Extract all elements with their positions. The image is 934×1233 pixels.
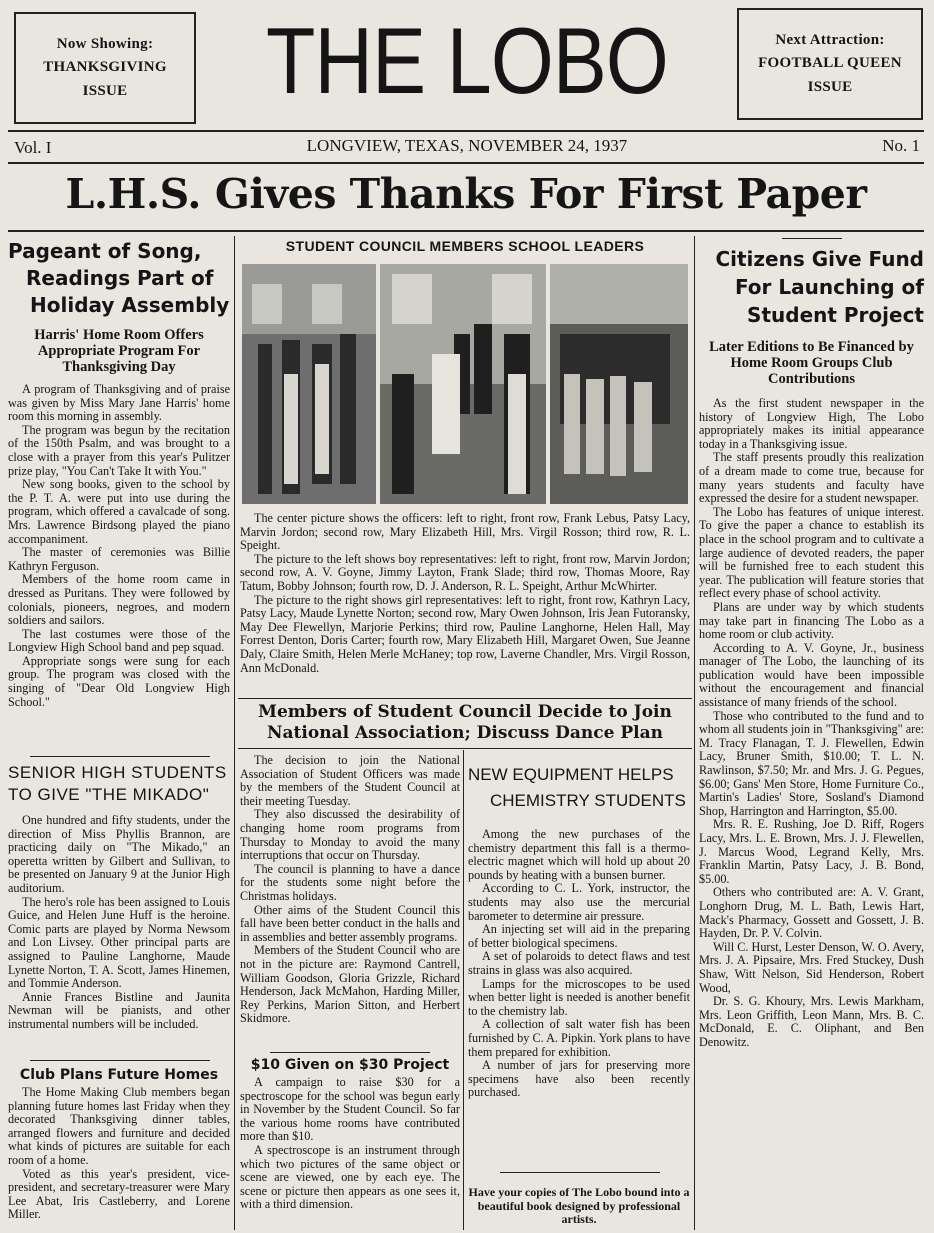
citizens-headline: [699, 245, 924, 329]
column-rule: [463, 750, 464, 1230]
paragraph: A spectroscope is an instrument through which two pictures of the same object or scene are viewed, one by each eye. The scene or picture then appears as one sees it, with a third dimension.: [240, 1142, 460, 1212]
chemistry-headline-line: CHEMISTRY STUDENTS: [490, 791, 686, 810]
citizens-headline-line: Student Project: [747, 303, 924, 327]
paragraph: They also discussed the desirability of changing home room programs from Thursday to Monday to avoid the many interruptions that occur on Thursday.: [240, 807, 460, 863]
paragraph: Members of the Student Council who are not in the picture are: Raymond Cantrell, William Goodson, Gloria Grizzle, Richard Henderson, Jack McMahon, Harding Miller, Rey Perkins, Marion Sitton, and Herbert Skidmore.: [240, 943, 460, 1026]
council-photos: [242, 264, 688, 504]
pageant-headline-line: Readings Part of: [26, 266, 214, 290]
association-body: [240, 754, 460, 1026]
paragraph: According to A. V. Goyne, Jr., business manager of The Lobo, the launching of its publication would have been impossible without the encouragement and financial assistance of many friends of the school.: [699, 640, 924, 710]
citizens-headline-line: Citizens Give Fund: [715, 247, 924, 271]
paragraph: As the first student newspaper in the history of Longview High, The Lobo appropriately makes its initial appearance today in a Thanksgiving issue.: [699, 396, 924, 451]
paragraph: The hero's role has been assigned to Louis Guice, and Helen June Huff is the heroine. Comic parts are played by Norma Newsom and Lon Livsey. Other principal parts are assigned to Pauline Langhorne, Maude Lynette Norton, T. A. Scott, James Hinemen, and Tommie Anderson.: [8, 894, 230, 991]
paragraph: A program of Thanksgiving and of praise was given by Miss Mary Jane Harris' home room this morning in assembly.: [8, 382, 230, 424]
paragraph: Among the new purchases of the chemistry department this fall is a thermo-electric magnet which will hold up about 20 pounds by heating with a bunsen burner.: [468, 827, 690, 882]
banner-rule: [8, 230, 924, 232]
paragraph: Others who contributed are: A. V. Grant, Longhorn Drug, M. L. Bath, Lewis Hart, Mack's Pharmacy, Gossett and Gossett, J. B. Hayden, Dr. P. V. Colvin.: [699, 885, 924, 941]
next-attraction-box: [737, 8, 923, 120]
paragraph: The last costumes were those of the Longview High School band and pep squad.: [8, 626, 230, 655]
mikado-body: [8, 814, 230, 1032]
council-photo-captions: [240, 512, 690, 675]
now-showing-line: ISSUE: [82, 82, 128, 99]
paragraph: New song books, given to the school by the P. T. A. were put into use during the program, which offered a cavalcade of song. Mrs. Lawrence Birdsong played the piano accompaniment.: [8, 477, 230, 546]
paragraph: The master of ceremonies was Billie Kathryn Ferguson.: [8, 545, 230, 573]
divider: [270, 1052, 430, 1053]
next-attraction-line: FOOTBALL QUEEN: [758, 55, 902, 72]
council-photo-headline: STUDENT COUNCIL MEMBERS SCHOOL LEADERS: [285, 238, 645, 254]
club-headline: Club Plans Future Homes: [19, 1067, 219, 1083]
paragraph: Other aims of the Student Council this fall have been better conduct in the halls and in assemblies and better assembly programs.: [240, 902, 460, 944]
mikado-headline: [8, 762, 230, 806]
paragraph: Plans are under way by which students may take part in financing The Lobo as a home room or club activity.: [699, 599, 924, 642]
pageant-headline-line: Holiday Assembly: [30, 293, 230, 317]
paragraph: The Home Making Club members began planning future homes last Friday when they decorated Thanksgiving dinner tables, arranged flowers and furniture and decided what kinds of pictures are suitable for each room of a home.: [8, 1085, 230, 1167]
ten-dollars-body: [240, 1076, 460, 1212]
next-attraction-line: ISSUE: [807, 78, 853, 95]
divider: [30, 1060, 210, 1061]
next-attraction-line: Next Attraction:: [775, 32, 885, 49]
bound-copies-notice: Have your copies of The Lobo bound into a beautiful book designed by professional artists.: [468, 1185, 690, 1227]
paragraph: Will C. Hurst, Lester Denson, W. O. Avery, Mrs. J. A. Pipsaire, Mrs. Fred Stuckey, Dush Shaw, Witt Nelson, Sid Henderson, Robert Wood,: [699, 939, 924, 995]
paragraph: Dr. S. G. Khoury, Mrs. Lewis Markham, Mrs. Leon Griffith, Leon Mann, Mrs. B. C. McDonald, E. C. Oliphant, and Ben Denowitz.: [699, 994, 924, 1049]
mikado-headline-line: SENIOR HIGH STUDENTS: [8, 763, 227, 782]
mikado-article: [8, 762, 230, 1032]
chemistry-headline-line: NEW EQUIPMENT HELPS: [468, 765, 674, 784]
paragraph: The decision to join the National Association of Student Officers was made by the members of the Student Council at their meeting Tuesday.: [240, 753, 460, 808]
paragraph: The council is planning to have a dance for the students some night before the Christmas holidays.: [240, 861, 460, 903]
ten-dollars-headline: $10 Given on $30 Project: [250, 1057, 450, 1073]
divider: [238, 698, 692, 699]
paragraph: A number of jars for preserving more specimens have also been recently purchased.: [468, 1058, 690, 1100]
paragraph: Mrs. R. E. Rushing, Joe D. Riff, Rogers Lacy, Mrs. L. E. Brown, Mrs. J. J. Flewellen, J. Marcus Wood, Legrand Kelly, Mrs. Franklin Martin, Patsy Lacy, J. B. Bond, $5.00.: [699, 817, 924, 886]
caption: The picture to the right shows girl representatives: left to right, front row, Kathryn Lacy, Patsy Lacy, Maude Lynette Norton; second row, Mary Owen Johnson, Iris Jean Futoransky, May Dee Flewellyn, Marjorie Perkins; third row, Pauline Langhorne, Helen Hall, May Forrest Denton, Doris Carter; fourth row, Mary Elizabeth Hill, Margaret Owen, Sue Jeanne Daly, Claire Smith, Helen Merle McHaney; top row, Laverne Chandler, Mrs. Virgil Rosson, Ann McDonald.: [240, 592, 690, 675]
paragraph: Those who contributed to the fund and to whom all students join in "Thanksgiving" are: M. Tracy Flanagan, T. J. Flewellen, Edwin Lacy, Bruner Smith, $10.00; T. L. N. Rawlinson, $7.50; Mr. and Mrs. J. G. Pegues, $6.00; Gans' Men Store, Home Furniture Co., Martin's Ladies' Store, Sosland's Diamond Shop, Harrington and Harrington, $5.00.: [699, 708, 924, 818]
pageant-subhead: Harris' Home Room Offers Appropriate Program For Thanksgiving Day: [34, 327, 204, 375]
citizens-headline-line: For Launching of: [734, 275, 924, 299]
now-showing-box: [14, 12, 196, 124]
masthead-title: THE LOBO: [266, 8, 668, 113]
association-headline-line: National Association; Discuss Dance Plan: [266, 723, 663, 743]
citizens-subhead: Later Editions to Be Financed by Home Room Groups Club Contributions: [709, 339, 914, 387]
paragraph: One hundred and fifty students, under the direction of Miss Phyllis Brannon, are practicing daily on "The Mikado," an operetta written by Gilbert and Sullivan, to be presented on January 9 at the Junior High auditorium.: [8, 813, 230, 895]
paragraph: An injecting set will aid in the preparing of better biological specimens.: [468, 922, 690, 950]
paragraph: A campaign to raise $30 for a spectroscope for the school was begun early in November by the Student Council. So far the various home rooms have contributed more than $10.: [240, 1075, 460, 1144]
volume: Vol. I: [14, 138, 52, 157]
now-showing-line: THANKSGIVING: [43, 59, 167, 76]
ten-dollars-article: [240, 1056, 460, 1212]
divider: [30, 756, 210, 757]
masthead-rule: [8, 130, 924, 132]
chemistry-headline: [468, 762, 690, 814]
paragraph: Appropriate songs were sung for each group. The program was closed with the singing of "Dear Old Longview High School.": [8, 653, 230, 709]
club-article: [8, 1066, 230, 1222]
paragraph: A set of polaroids to detect flaws and test strains in glass was also acquired.: [468, 949, 690, 977]
paragraph: According to C. L. York, instructor, the students may also use the mercurial barometer to determine air pressure.: [468, 881, 690, 923]
pageant-body: [8, 383, 230, 709]
association-headline: [238, 702, 692, 744]
paragraph: The staff presents proudly this realization of a dream made to come true, because for many years students and faculty have expressed the desire for a student newspaper.: [699, 450, 924, 506]
pageant-headline-line: Pageant of Song,: [8, 239, 202, 263]
citizens-body: [699, 397, 924, 1050]
association-headline-line: Members of Student Council Decide to Join: [258, 702, 672, 722]
paragraph: Voted as this year's president, vice-president, and secretary-treasurer were Mary Lee Abat, Iris Castleberry, and Lorene Miller.: [8, 1166, 230, 1222]
now-showing-line: Now Showing:: [56, 36, 154, 53]
paragraph: The program was begun by the recitation of the 150th Psalm, and was brought to a close with a prayer from this year's Pulitzer prize play, "You Can't Take It with You.": [8, 422, 230, 478]
divider: [238, 748, 692, 749]
paragraph: Members of the home room came in dressed as Puritans. They were followed by colonials, pioneers, negroes, and modern soldiers and sailors.: [8, 572, 230, 628]
divider: [782, 238, 842, 239]
dateline-place-date: LONGVIEW, TEXAS, NOVEMBER 24, 1937: [306, 136, 628, 155]
paragraph: Lamps for the microscopes to be used when better light is needed is another benefit to the chemistry lab.: [468, 976, 690, 1018]
mikado-headline-line: TO GIVE "THE MIKADO": [8, 785, 210, 804]
caption: The center picture shows the officers: left to right, front row, Frank Lebus, Patsy Lacy, Marvin Jordon; second row, Mary Elizabeth Hill, Mrs. Virgil Rosson; third row, R. L. Speight.: [240, 511, 690, 553]
banner-headline: L.H.S. Gives Thanks For First Paper: [65, 170, 867, 218]
caption: The picture to the left shows boy representatives: left to right, front row, Marvin Jordon; second row, A. V. Goyne, Jimmy Layton, Frank Slade; third row, Thomas Moore, Ray Tatum, Bobby Johnson; fourth row, D. J. Anderson, R. L. Speight, Arthur McWhirter.: [240, 551, 690, 593]
chemistry-body: [468, 828, 690, 1100]
pageant-headline: [8, 238, 230, 319]
issue-number: No. 1: [882, 136, 920, 155]
paragraph: Annie Frances Bistline and Jaunita Newman will be pianists, and other instrumental numbers will be included.: [8, 989, 230, 1031]
divider: [500, 1172, 660, 1173]
column-rule: [694, 236, 695, 1230]
dateline-rule: [8, 162, 924, 164]
pageant-article: [8, 238, 230, 709]
column-rule: [234, 236, 235, 1230]
citizens-article: [699, 238, 924, 1050]
paragraph: A collection of salt water fish has been furnished by C. A. Pipkin. York plans to have them prepared for exhibition.: [468, 1017, 690, 1059]
club-body: [8, 1086, 230, 1222]
paragraph: The Lobo has features of unique interest. To give the paper a chance to establish its place in the school program and to cultivate a large audience of devoted readers, the paper will be furnished free to each student this year. The publication will feature stories that reflect every phase of school activity.: [699, 504, 924, 601]
